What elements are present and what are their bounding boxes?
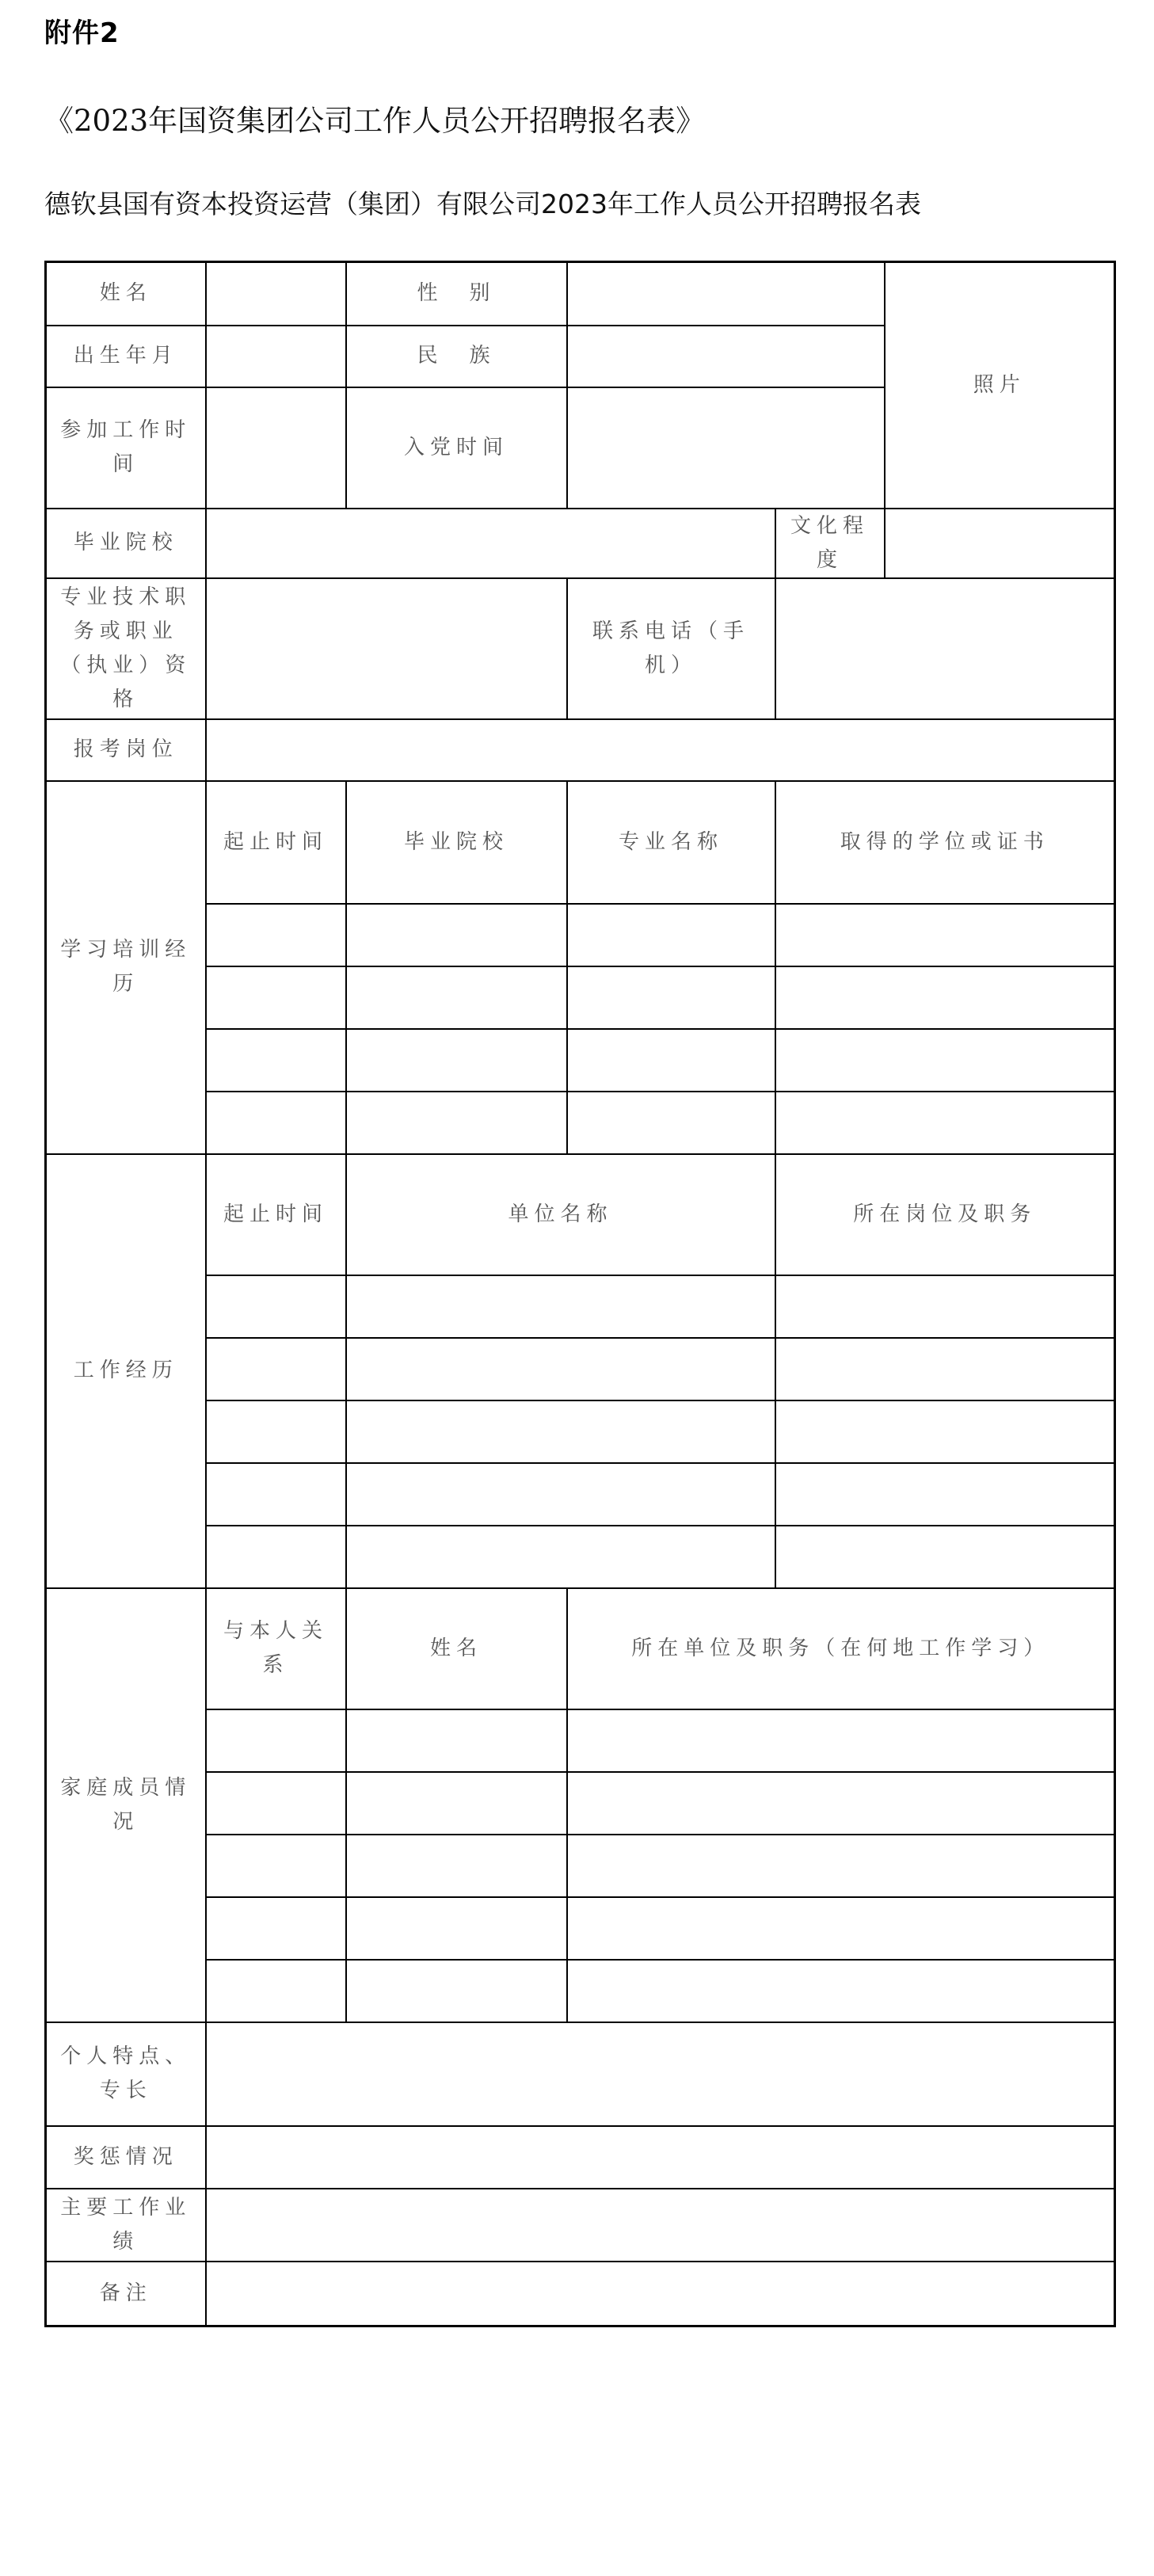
family-cell[interactable] bbox=[206, 1835, 346, 1897]
row-name bbox=[46, 262, 1115, 326]
work-cell[interactable] bbox=[346, 1338, 775, 1400]
work-cell[interactable] bbox=[775, 1526, 1115, 1588]
study-cell[interactable] bbox=[346, 904, 567, 966]
study-cell[interactable] bbox=[775, 1029, 1115, 1092]
work-cell[interactable] bbox=[775, 1463, 1115, 1526]
work-row bbox=[46, 1526, 1115, 1588]
work-cell[interactable] bbox=[346, 1463, 775, 1526]
work-row bbox=[46, 1338, 1115, 1400]
work-cell[interactable] bbox=[346, 1400, 775, 1463]
work-cell[interactable] bbox=[346, 1526, 775, 1588]
label-birth: 出生年月 bbox=[46, 326, 206, 387]
work-cell[interactable] bbox=[775, 1400, 1115, 1463]
study-cell[interactable] bbox=[775, 966, 1115, 1029]
family-row bbox=[46, 1772, 1115, 1835]
family-header-row bbox=[46, 1588, 1115, 1709]
label-photo: 照片 bbox=[973, 372, 1026, 397]
field-qualification[interactable] bbox=[206, 578, 567, 719]
work-header-period: 起止时间 bbox=[206, 1154, 346, 1275]
work-row bbox=[46, 1400, 1115, 1463]
field-ethnicity[interactable] bbox=[567, 326, 885, 387]
field-birth[interactable] bbox=[206, 326, 346, 387]
field-phone[interactable] bbox=[775, 578, 1115, 719]
study-row bbox=[46, 904, 1115, 966]
family-cell[interactable] bbox=[346, 1960, 567, 2022]
row-qualification bbox=[46, 578, 1115, 719]
row-school bbox=[46, 509, 1115, 578]
study-cell[interactable] bbox=[567, 904, 775, 966]
study-cell[interactable] bbox=[567, 1029, 775, 1092]
work-cell[interactable] bbox=[206, 1526, 346, 1588]
work-cell[interactable] bbox=[206, 1400, 346, 1463]
field-achievements[interactable] bbox=[206, 2189, 1115, 2262]
study-header-period: 起止时间 bbox=[206, 781, 346, 904]
work-cell[interactable] bbox=[206, 1275, 346, 1338]
field-name[interactable] bbox=[206, 262, 346, 326]
study-cell[interactable] bbox=[567, 966, 775, 1029]
work-cell[interactable] bbox=[206, 1463, 346, 1526]
family-cell[interactable] bbox=[567, 1772, 1115, 1835]
family-header-name: 姓名 bbox=[346, 1588, 567, 1709]
family-cell[interactable] bbox=[567, 1709, 1115, 1772]
study-row bbox=[46, 966, 1115, 1029]
family-row bbox=[46, 1897, 1115, 1960]
family-cell[interactable] bbox=[206, 1709, 346, 1772]
study-cell[interactable] bbox=[567, 1092, 775, 1154]
label-study: 学习培训经历 bbox=[46, 781, 206, 1154]
work-header-unit: 单位名称 bbox=[346, 1154, 775, 1275]
family-cell[interactable] bbox=[206, 1897, 346, 1960]
study-cell[interactable] bbox=[206, 1092, 346, 1154]
field-education[interactable] bbox=[885, 509, 1115, 578]
study-header-row bbox=[46, 781, 1115, 904]
family-cell[interactable] bbox=[346, 1709, 567, 1772]
work-header-row bbox=[46, 1154, 1115, 1275]
field-school[interactable] bbox=[206, 509, 775, 578]
study-cell[interactable] bbox=[775, 1092, 1115, 1154]
label-phone: 联系电话（手机） bbox=[567, 578, 775, 719]
field-work-start[interactable] bbox=[206, 387, 346, 509]
work-cell[interactable] bbox=[346, 1275, 775, 1338]
study-row bbox=[46, 1029, 1115, 1092]
label-achievements: 主要工作业绩 bbox=[46, 2189, 206, 2262]
family-cell[interactable] bbox=[346, 1897, 567, 1960]
label-gender: 性 别 bbox=[346, 262, 567, 326]
photo-box[interactable] bbox=[885, 262, 1115, 509]
row-remarks bbox=[46, 2262, 1115, 2326]
work-cell[interactable] bbox=[775, 1338, 1115, 1400]
family-cell[interactable] bbox=[206, 1772, 346, 1835]
family-header-unit: 所在单位及职务（在何地工作学习） bbox=[567, 1588, 1115, 1709]
family-cell[interactable] bbox=[346, 1772, 567, 1835]
field-awards[interactable] bbox=[206, 2126, 1115, 2189]
study-cell[interactable] bbox=[206, 1029, 346, 1092]
form-title: 德钦县国有资本投资运营（集团）有限公司2023年工作人员公开招聘报名表 bbox=[44, 189, 921, 219]
study-cell[interactable] bbox=[346, 1092, 567, 1154]
work-cell[interactable] bbox=[775, 1275, 1115, 1338]
work-header-post: 所在岗位及职务 bbox=[775, 1154, 1115, 1275]
study-header-major: 专业名称 bbox=[567, 781, 775, 904]
field-position[interactable] bbox=[206, 719, 1115, 781]
study-cell[interactable] bbox=[206, 966, 346, 1029]
family-row bbox=[46, 1835, 1115, 1897]
field-remarks[interactable] bbox=[206, 2262, 1115, 2326]
family-cell[interactable] bbox=[567, 1960, 1115, 2022]
work-row bbox=[46, 1463, 1115, 1526]
label-ethnicity: 民 族 bbox=[346, 326, 567, 387]
study-header-degree: 取得的学位或证书 bbox=[775, 781, 1115, 904]
label-name: 姓名 bbox=[46, 262, 206, 326]
label-qualification: 专业技术职务或职业（执业）资格 bbox=[46, 578, 206, 719]
study-row bbox=[46, 1092, 1115, 1154]
family-cell[interactable] bbox=[567, 1897, 1115, 1960]
study-cell[interactable] bbox=[346, 1029, 567, 1092]
family-header-relation: 与本人关系 bbox=[206, 1588, 346, 1709]
attachment-label: 附件2 bbox=[44, 17, 120, 49]
family-cell[interactable] bbox=[206, 1960, 346, 2022]
work-cell[interactable] bbox=[206, 1338, 346, 1400]
study-cell[interactable] bbox=[206, 904, 346, 966]
field-traits[interactable] bbox=[206, 2022, 1115, 2126]
application-form-table bbox=[44, 261, 1116, 2327]
row-traits bbox=[46, 2022, 1115, 2126]
study-header-school: 毕业院校 bbox=[346, 781, 567, 904]
family-row bbox=[46, 1709, 1115, 1772]
work-row bbox=[46, 1275, 1115, 1338]
label-position: 报考岗位 bbox=[46, 719, 206, 781]
family-row bbox=[46, 1960, 1115, 2022]
row-achievements bbox=[46, 2189, 1115, 2262]
label-awards: 奖惩情况 bbox=[46, 2126, 206, 2189]
label-traits: 个人特点、专长 bbox=[46, 2022, 206, 2126]
label-work: 工作经历 bbox=[46, 1154, 206, 1588]
label-family: 家庭成员情况 bbox=[46, 1588, 206, 2022]
document-title-quoted: 《2023年国资集团公司工作人员公开招聘报名表》 bbox=[44, 104, 706, 138]
row-position bbox=[46, 719, 1115, 781]
family-cell[interactable] bbox=[567, 1835, 1115, 1897]
label-school: 毕业院校 bbox=[46, 509, 206, 578]
study-cell[interactable] bbox=[346, 966, 567, 1029]
row-awards bbox=[46, 2126, 1115, 2189]
label-education: 文化程度 bbox=[775, 509, 885, 578]
label-party-join: 入党时间 bbox=[346, 387, 567, 509]
field-gender[interactable] bbox=[567, 262, 885, 326]
study-cell[interactable] bbox=[775, 904, 1115, 966]
label-work-start: 参加工作时间 bbox=[46, 387, 206, 509]
label-remarks: 备注 bbox=[46, 2262, 206, 2326]
family-cell[interactable] bbox=[346, 1835, 567, 1897]
field-party-join[interactable] bbox=[567, 387, 885, 509]
